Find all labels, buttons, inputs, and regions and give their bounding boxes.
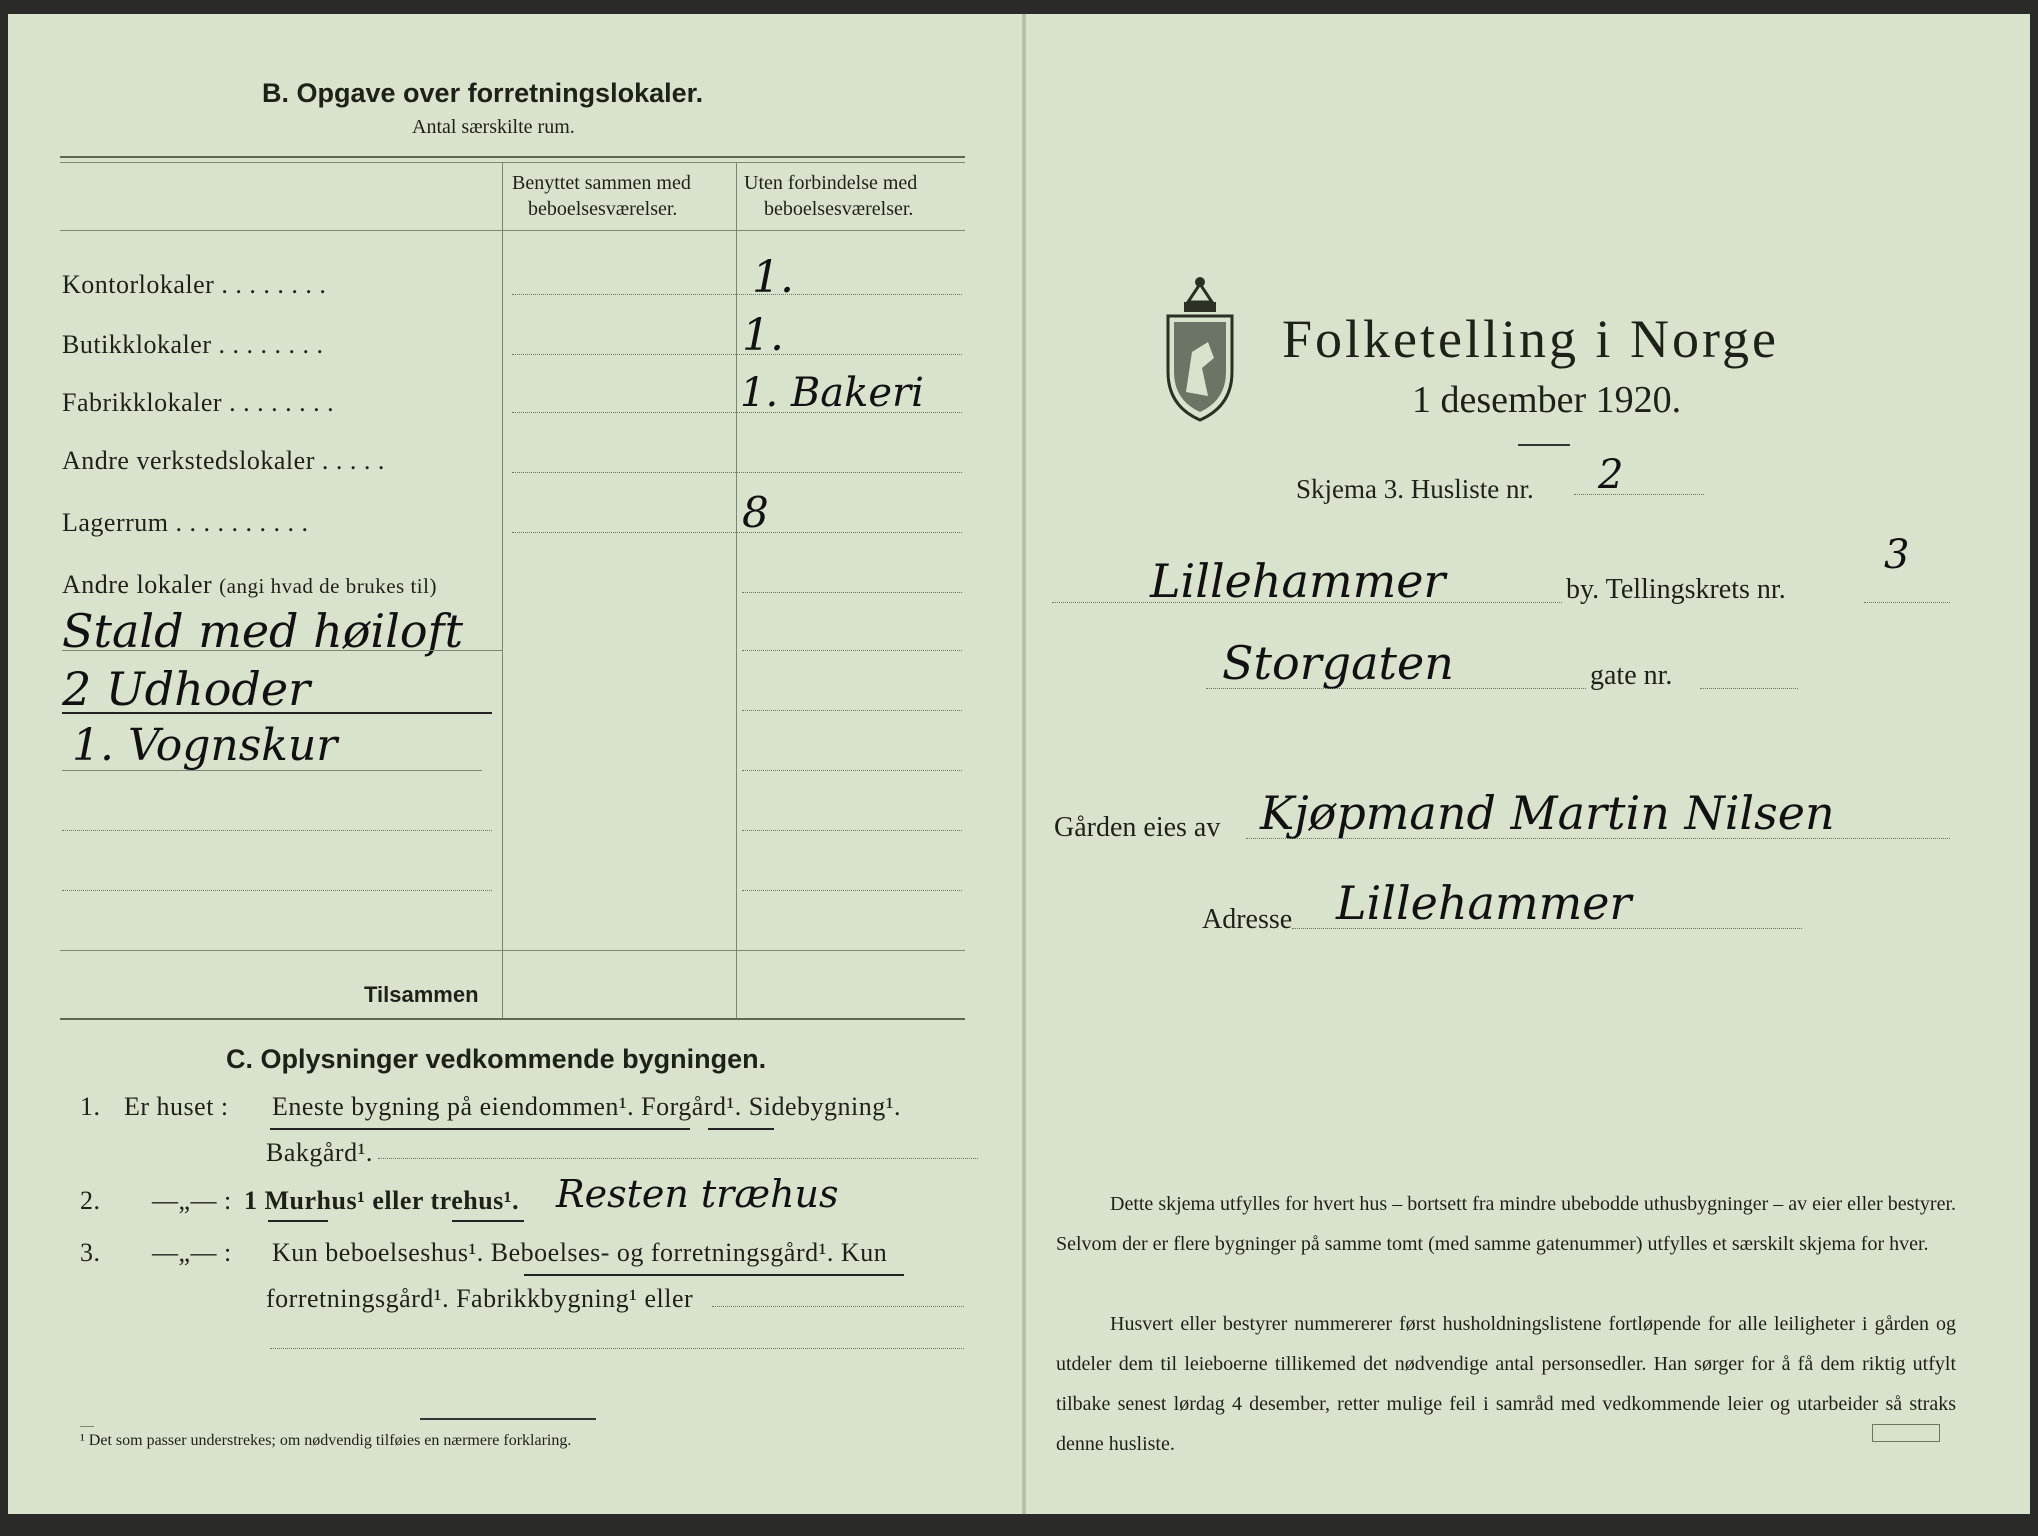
row-rule bbox=[62, 770, 482, 771]
andre-lokaler-label bbox=[62, 570, 437, 600]
q2-number: 2. bbox=[80, 1186, 101, 1215]
andre-entry-3: 1. Vognskur bbox=[72, 720, 338, 771]
row-rule bbox=[742, 592, 962, 593]
row-rule bbox=[512, 294, 962, 295]
col1-header-line1: Benyttet sammen med bbox=[512, 172, 691, 194]
q3-label: —„— : bbox=[152, 1238, 232, 1267]
row-rule bbox=[712, 1306, 964, 1307]
andre-lokaler-title: Andre lokaler bbox=[62, 570, 213, 599]
footnote: ¹ Det som passer understrekes; om nødvendig tilføies en nærmere forklaring. bbox=[80, 1432, 572, 1449]
street-handwriting: Storgaten bbox=[1222, 636, 1454, 690]
row-rule bbox=[512, 412, 962, 413]
andre-entry-2: 2 Udhoder bbox=[62, 662, 311, 716]
col2-header-line1: Uten forbindelse med bbox=[744, 172, 918, 194]
column-divider-1 bbox=[502, 162, 503, 1020]
header-rule bbox=[60, 230, 965, 231]
row-rule bbox=[512, 532, 962, 533]
row-fabrikklokaler-value: 1. Bakeri bbox=[740, 370, 924, 416]
andre-entry-1: Stald med høiloft bbox=[62, 604, 464, 658]
section-c-end-rule bbox=[420, 1418, 596, 1420]
row-rule bbox=[1246, 838, 1950, 839]
section-c-title: C. Oplysninger vedkommende bygningen. bbox=[226, 1044, 767, 1074]
row-lagerrum-value: 8 bbox=[742, 488, 769, 537]
row-rule bbox=[742, 890, 962, 891]
row-rule bbox=[742, 770, 962, 771]
q1-label: Er huset : bbox=[124, 1092, 229, 1121]
q3-underline bbox=[524, 1274, 904, 1276]
q1-text: Eneste bygning på eiendommen¹. Forgård¹. Sidebygning¹. bbox=[272, 1092, 902, 1121]
row-rule bbox=[742, 650, 962, 651]
skjema-label: Skjema 3. Husliste nr. bbox=[1296, 474, 1534, 504]
instructions-paragraph-2: Husvert eller bestyrer nummererer først husholdningslistene fortløpende for alle leiligheter i gården og utdeler dem til leieboerne tillikemed det nødvendige antal personsedler. Han sørger for å få dem riktig utfylt tilbake senest lørdag 4 desember, retter mulige feil i samråd med vedkommende leier og utarbeider så straks denne husliste. bbox=[1056, 1313, 1956, 1455]
row-kontorlokaler-label: Kontorlokaler . . . . . . . . bbox=[62, 270, 327, 299]
q2-label: —„— : bbox=[152, 1186, 232, 1215]
table-top-rule-2 bbox=[60, 162, 965, 163]
q1-number: 1. bbox=[80, 1092, 101, 1121]
row-lagerrum-label: Lagerrum . . . . . . . . . . bbox=[62, 508, 309, 537]
husliste-number: 2 bbox=[1598, 452, 1624, 498]
address-label: Adresse bbox=[1202, 904, 1293, 935]
table-top-rule bbox=[60, 156, 965, 158]
row-rule bbox=[1700, 688, 1798, 689]
row-rule bbox=[1206, 688, 1586, 689]
row-kontorlokaler-value: 1. bbox=[752, 252, 794, 303]
row-rule bbox=[62, 712, 492, 714]
gate-label: gate nr. bbox=[1590, 660, 1673, 691]
total-label: Tilsammen bbox=[364, 982, 479, 1007]
row-butikklokaler-value: 1. bbox=[742, 310, 784, 361]
form-title: Folketelling i Norge bbox=[1282, 309, 1779, 369]
norway-coat-of-arms-icon bbox=[1162, 272, 1238, 422]
row-fabrikklokaler-label: Fabrikklokaler . . . . . . . . bbox=[62, 388, 335, 417]
q3-text2: forretningsgård¹. Fabrikkbygning¹ eller bbox=[266, 1284, 694, 1313]
row-rule bbox=[378, 1158, 978, 1159]
column-divider-2 bbox=[736, 162, 737, 1020]
row-rule bbox=[1574, 494, 1704, 495]
total-top-rule bbox=[60, 950, 965, 951]
col1-header-line2: beboelsesværelser. bbox=[528, 198, 678, 220]
q2-underline-trehus bbox=[452, 1220, 524, 1222]
form-date: 1 desember 1920. bbox=[1412, 379, 1682, 421]
row-rule bbox=[742, 710, 962, 711]
section-b-title: B. Opgave over forretningslokaler. bbox=[262, 78, 704, 108]
owner-label: Gården eies av bbox=[1054, 812, 1221, 843]
q1-underline-eneste bbox=[270, 1128, 690, 1130]
q3-text: Kun beboelseshus¹. Beboelses- og forretningsgård¹. Kun bbox=[272, 1238, 888, 1267]
q2-underline-murhus bbox=[268, 1220, 328, 1222]
row-rule bbox=[1292, 928, 1802, 929]
by-label: by. Tellingskrets nr. bbox=[1566, 574, 1786, 605]
address-handwriting: Lillehammer bbox=[1336, 876, 1632, 930]
row-butikklokaler-label: Butikklokaler . . . . . . . . bbox=[62, 330, 324, 359]
printer-stamp bbox=[1872, 1424, 1940, 1442]
row-rule bbox=[62, 890, 492, 891]
q2-text: 1 Murhus¹ eller trehus¹. bbox=[244, 1186, 520, 1215]
instructions-paragraph-1: Dette skjema utfylles for hvert hus – bortsett fra mindre ubebodde uthusbygninger – av eier eller bestyrer. Selvom der er flere bygninger på samme tomt (med samme gatenummer) utfylles et særskilt skjema for hver. bbox=[1056, 1193, 1956, 1255]
q2-handwriting: Resten træhus bbox=[556, 1172, 839, 1216]
row-rule bbox=[1052, 602, 1562, 603]
q3-number: 3. bbox=[80, 1238, 101, 1267]
city-handwriting: Lillehammer bbox=[1150, 554, 1446, 608]
row-rule bbox=[62, 650, 502, 651]
total-bottom-rule bbox=[60, 1018, 965, 1020]
footnote-rule bbox=[80, 1426, 94, 1427]
page-fold bbox=[1022, 14, 1026, 1514]
row-verksted-label: Andre verkstedslokaler . . . . . bbox=[62, 446, 385, 475]
row-rule bbox=[1864, 602, 1950, 603]
tellingskrets-number: 3 bbox=[1884, 532, 1910, 578]
row-rule bbox=[270, 1348, 964, 1349]
row-rule bbox=[742, 830, 962, 831]
row-rule bbox=[512, 354, 962, 355]
col2-header-line2: beboelsesværelser. bbox=[764, 198, 914, 220]
q1-underline-forgard bbox=[708, 1128, 774, 1130]
row-rule bbox=[512, 472, 962, 473]
row-rule bbox=[62, 830, 492, 831]
andre-lokaler-hint: (angi hvad de brukes til) bbox=[219, 574, 437, 598]
q1-text2: Bakgård¹. bbox=[266, 1138, 373, 1167]
title-rule bbox=[1518, 444, 1570, 446]
section-b-subtitle: Antal særskilte rum. bbox=[412, 116, 575, 138]
owner-handwriting: Kjøpmand Martin Nilsen bbox=[1260, 786, 1835, 840]
